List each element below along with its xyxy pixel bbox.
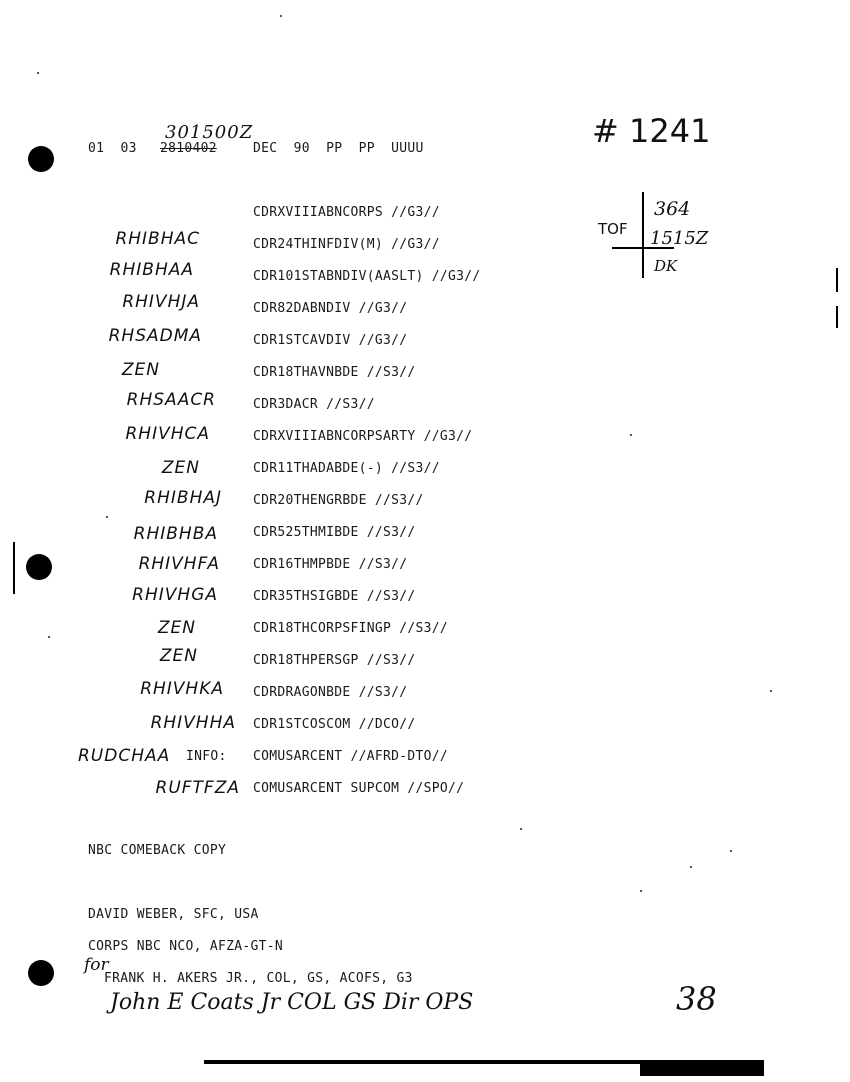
addressee: CDR20THENGRBDE //S3// (253, 493, 424, 508)
page-number: 38 (676, 980, 717, 1018)
addressee: CDR1STCOSCOM //DCO// (253, 717, 416, 732)
speck (690, 866, 692, 868)
addressee: COMUSARCENT //AFRD-DTO// (253, 749, 449, 764)
speck (106, 516, 108, 518)
addressee: CDR35THSIGBDE //S3// (253, 589, 416, 604)
addressee: CDR11THADABDE(-) //S3// (253, 461, 440, 476)
signature-title: CORPS NBC NCO, AFZA-GT-N (88, 939, 284, 954)
tof-time: 1515Z (650, 228, 709, 249)
releasing-officer: FRANK H. AKERS JR., COL, GS, ACOFS, G3 (104, 971, 413, 986)
addressee: CDR18THCORPSFINGP //S3// (253, 621, 449, 636)
addressee: CDR18THAVNBDE //S3// (253, 365, 416, 380)
edge-mark (13, 542, 15, 594)
punch-hole-middle (26, 554, 52, 580)
routing-indicator: RHIBHAA (109, 260, 194, 280)
tof-vertical-rule (642, 192, 644, 278)
speck (730, 850, 732, 852)
corrected-dtg: 301500Z (165, 122, 254, 143)
routing-indicator: RHIBHAC (115, 229, 200, 249)
addressee: CDR82DABNDIV //G3// (253, 301, 408, 316)
bottom-rule-thick (640, 1060, 764, 1076)
routing-indicator: RHIBHBA (133, 524, 218, 544)
routing-indicator: ZEN (161, 458, 200, 478)
header-prefix: 01 03 (88, 141, 137, 156)
tof-serial: 364 (654, 198, 691, 220)
info-prefix: INFO: (186, 749, 227, 764)
edge-mark (836, 268, 838, 292)
routing-indicator: RHIVHHA (150, 713, 236, 733)
addressee: CDR3DACR //S3// (253, 397, 375, 412)
routing-indicator: RHIVHKA (140, 679, 224, 699)
routing-indicator: RUDCHAA (78, 746, 171, 766)
addressee: CDR18THPERSGP //S3// (253, 653, 416, 668)
routing-indicator: RHSAACR (126, 390, 216, 410)
routing-indicator: RHIVHJA (122, 292, 200, 312)
routing-indicator: RHIVHFA (138, 554, 220, 574)
routing-indicator: ZEN (157, 618, 196, 638)
addressee: COMUSARCENT SUPCOM //SPO// (253, 781, 465, 796)
routing-indicator: RHIVHGA (132, 585, 218, 605)
addressee: CDR525THMIBDE //S3// (253, 525, 416, 540)
routing-indicator: RHSADMA (108, 326, 202, 346)
speck (520, 828, 522, 830)
addressee: CDR1STCAVDIV //G3// (253, 333, 408, 348)
tof-initials: DK (654, 257, 678, 275)
speck (630, 434, 632, 436)
struck-dtg: 2810402 (160, 141, 217, 156)
subject-line: NBC COMEBACK COPY (88, 843, 227, 858)
addressee: CDR24THINFDIV(M) //G3// (253, 237, 440, 252)
tof-label: TOF (598, 220, 628, 238)
signature-name: DAVID WEBER, SFC, USA (88, 907, 259, 922)
speck (640, 890, 642, 892)
punch-hole-top (28, 146, 54, 172)
routing-indicator: RUFTFZA (155, 778, 240, 798)
punch-hole-bottom (28, 960, 54, 986)
routing-indicator: ZEN (159, 646, 198, 666)
addressee: CDR101STABNDIV(AASLT) //G3// (253, 269, 481, 284)
routing-indicator: RHIVHCA (125, 424, 210, 444)
handwritten-signature: John E Coats Jr COL GS Dir OPS (110, 990, 474, 1015)
routing-indicator: RHIBHAJ (144, 488, 222, 508)
addressee: CDRDRAGONBDE //S3// (253, 685, 408, 700)
speck (770, 690, 772, 692)
routing-indicator: ZEN (121, 360, 160, 380)
speck (37, 72, 39, 74)
edge-mark (836, 306, 838, 328)
document-number: # 1241 (592, 112, 711, 150)
header-suffix: DEC 90 PP PP UUUU (253, 141, 424, 156)
for-note: for (84, 955, 109, 975)
addressee: CDRXVIIIABNCORPS //G3// (253, 205, 440, 220)
addressee: CDRXVIIIABNCORPSARTY //G3// (253, 429, 473, 444)
addressee: CDR16THMPBDE //S3// (253, 557, 408, 572)
speck (280, 15, 282, 17)
